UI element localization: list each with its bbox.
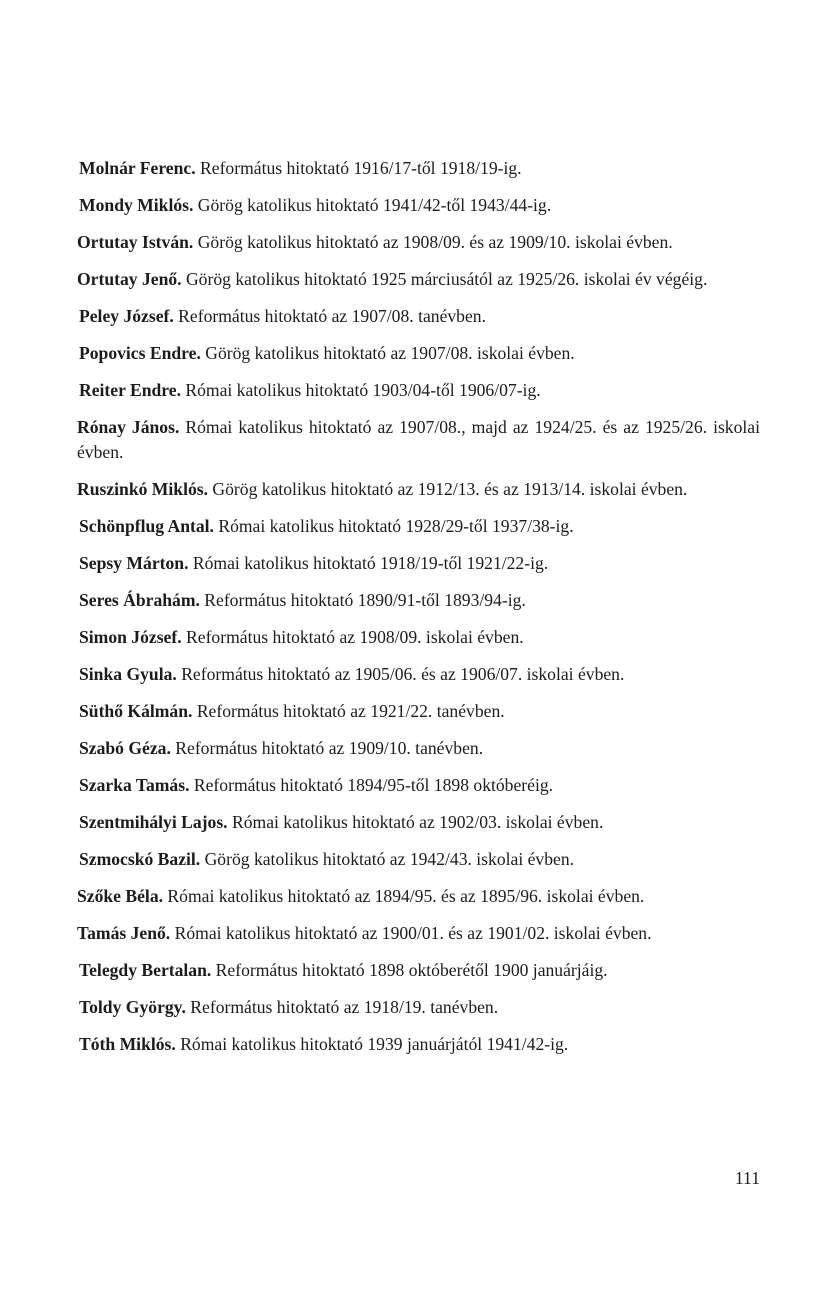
entry-text: Római katolikus hitoktató az 1907/08., majd az 1924/25. és az 1925/26. iskolai évben.: [77, 417, 760, 462]
entry-text: Református hitoktató az 1921/22. tanévben.: [192, 701, 505, 721]
entry-text: Görög katolikus hitoktató az 1907/08. iskolai évben.: [200, 343, 575, 363]
entry-text: Római katolikus hitoktató az 1902/03. iskolai évben.: [227, 812, 604, 832]
entry-text: Református hitoktató 1916/17-től 1918/19-ig.: [195, 158, 522, 178]
entry-name: Tóth Miklós.: [79, 1034, 176, 1054]
entry-szoke-bela: [77, 884, 760, 909]
entry-szentmihalyi-lajos: [79, 810, 760, 835]
entry-sinka-gyula: [79, 662, 760, 687]
entry-name: Rónay János.: [77, 417, 180, 437]
entry-mondy-miklos: [79, 193, 760, 218]
entry-text: Római katolikus hitoktató 1939 januárjától 1941/42-ig.: [175, 1034, 569, 1054]
entry-name: Sinka Gyula.: [79, 664, 177, 684]
entry-text: Református hitoktató 1898 októberétől 1900 januárjáig.: [211, 960, 608, 980]
entry-sepsy-marton: [79, 551, 760, 576]
entry-simon-jozsef: [79, 625, 760, 650]
entry-name: Seres Ábrahám.: [79, 590, 200, 610]
entry-ortutay-istvan: [77, 230, 760, 255]
entry-schonpflug-antal: [79, 514, 760, 539]
entry-text: Református hitoktató az 1905/06. és az 1906/07. iskolai évben.: [176, 664, 625, 684]
entry-name: Reiter Endre.: [79, 380, 181, 400]
entry-ruszinko-miklos: [77, 477, 760, 502]
entry-seres-abraham: [79, 588, 760, 613]
entry-text: Református hitoktató az 1909/10. tanévben.: [170, 738, 484, 758]
entry-reiter-endre: [79, 378, 760, 403]
entry-text: Református hitoktató 1894/95-től 1898 októberéig.: [189, 775, 554, 795]
entry-text: Görög katolikus hitoktató az 1942/43. iskolai évben.: [200, 849, 575, 869]
entry-name: Tamás Jenő.: [77, 923, 171, 943]
entry-name: Molnár Ferenc.: [79, 158, 196, 178]
entry-text: Római katolikus hitoktató az 1894/95. és az 1895/96. iskolai évben.: [163, 886, 645, 906]
entry-text: Görög katolikus hitoktató 1941/42-től 1943/44-ig.: [193, 195, 552, 215]
entry-text: Római katolikus hitoktató 1903/04-től 1906/07-ig.: [180, 380, 541, 400]
entry-name: Toldy György.: [79, 997, 186, 1017]
entry-popovics-endre: [79, 341, 760, 366]
entry-name: Sepsy Márton.: [79, 553, 189, 573]
entry-name: Süthő Kálmán.: [79, 701, 193, 721]
entry-ronay-janos: [77, 415, 760, 465]
entry-text: Református hitoktató az 1918/19. tanévben.: [185, 997, 499, 1017]
entry-name: Simon József.: [79, 627, 182, 647]
entry-name: Szőke Béla.: [77, 886, 164, 906]
entry-name: Szmocskó Bazil.: [79, 849, 201, 869]
entry-text: Református hitoktató az 1908/09. iskolai évben.: [181, 627, 524, 647]
entry-peley-jozsef: [79, 304, 760, 329]
entry-molnar-ferenc: [79, 156, 760, 181]
entry-name: Schönpflug Antal.: [79, 516, 214, 536]
entry-szarka-tamas: [79, 773, 760, 798]
entry-text: Református hitoktató az 1907/08. tanévben.: [173, 306, 486, 326]
entry-name: Szabó Géza.: [79, 738, 171, 758]
entry-name: Mondy Miklós.: [79, 195, 194, 215]
entry-toldy-gyorgy: [79, 995, 760, 1020]
entry-text: Római katolikus hitoktató 1918/19-től 1921/22-ig.: [188, 553, 549, 573]
entry-text: Görög katolikus hitoktató az 1908/09. és az 1909/10. iskolai évben.: [193, 232, 673, 252]
entry-list: [79, 156, 760, 1069]
entry-name: Szentmihályi Lajos.: [79, 812, 228, 832]
entry-name: Szarka Tamás.: [79, 775, 190, 795]
entry-name: Popovics Endre.: [79, 343, 201, 363]
entry-name: Ruszinkó Miklós.: [77, 479, 209, 499]
entry-text: Római katolikus hitoktató az 1900/01. és az 1901/02. iskolai évben.: [170, 923, 652, 943]
entry-text: Görög katolikus hitoktató 1925 márciusától az 1925/26. iskolai év végéig.: [181, 269, 708, 289]
entry-telegdy-bertalan: [79, 958, 760, 983]
entry-toth-miklos: [79, 1032, 760, 1057]
entry-ortutay-jeno: [77, 267, 760, 292]
entry-text: Római katolikus hitoktató 1928/29-től 1937/38-ig.: [213, 516, 574, 536]
entry-sutho-kalman: [79, 699, 760, 724]
entry-text: Görög katolikus hitoktató az 1912/13. és az 1913/14. iskolai évben.: [208, 479, 688, 499]
entry-name: Ortutay István.: [77, 232, 194, 252]
entry-name: Telegdy Bertalan.: [79, 960, 212, 980]
entry-name: Peley József.: [79, 306, 174, 326]
page-number: 111: [734, 1168, 760, 1188]
entry-tamas-jeno: [77, 921, 760, 946]
entry-text: Református hitoktató 1890/91-től 1893/94-ig.: [199, 590, 526, 610]
entry-name: Ortutay Jenő.: [77, 269, 182, 289]
entry-szmocsko-bazil: [79, 847, 760, 872]
entry-szabo-geza: [79, 736, 760, 761]
